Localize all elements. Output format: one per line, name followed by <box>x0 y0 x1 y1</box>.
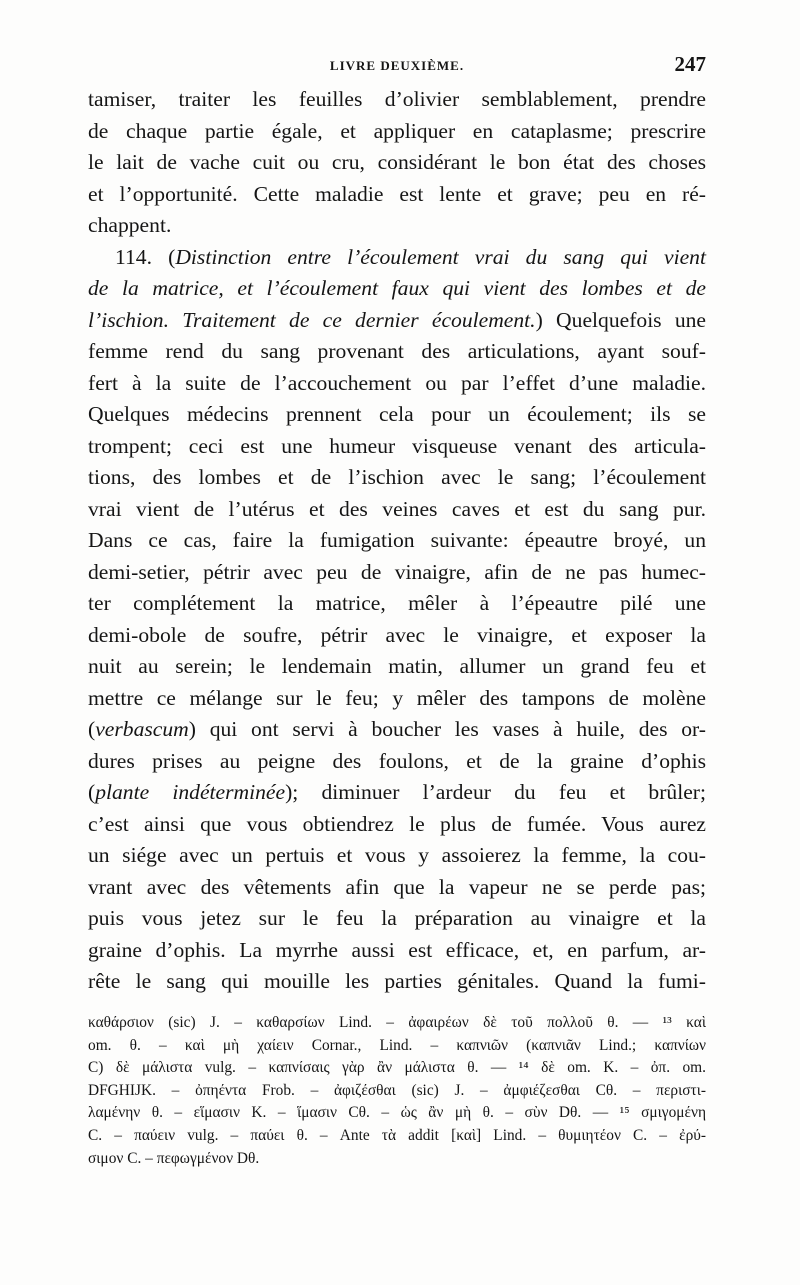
text-line: vrai vient de l’utérus et des veines caves et est du sang pur. <box>88 496 706 521</box>
footnote-line: λαμένην θ. – εἵμασιν K. – ἵμασιν Cθ. – ὡς ἂν μὴ θ. – σὺν Dθ. — ¹⁵ σμιγομένη <box>88 1104 706 1122</box>
page-number: 247 <box>674 52 706 76</box>
text-line: graine d’ophis. La myrrhe aussi est efficace, et, en parfum, ar- <box>88 937 706 962</box>
footnote-line: om. θ. – καὶ μὴ χαίειν Cornar., Lind. – καπνιῶν (καπνιᾶν Lind.; καπνίων <box>88 1036 706 1054</box>
text-line: puis vous jetez sur le feu la préparation au vinaigre et la <box>88 906 706 930</box>
running-title: LIVRE DEUXIÈME. <box>329 58 465 73</box>
section-heading-line-2: de la matrice, et l’écoulement faux qui vient des lombes et de <box>88 276 706 300</box>
text-line-verbascum: (verbascum) qui ont servi à boucher les vases à huile, des or- <box>88 717 706 741</box>
text-line: vrant avec des vêtements afin que la vapeur ne se perde pas; <box>88 874 706 899</box>
text-line: rête le sang qui mouille les parties génitales. Quand la fumi- <box>88 969 706 993</box>
footnote-line: DFGHIJK. – ὀπηέντα Frob. – ἀφιζέσθαι (sic) J. – ἀμφιέζεσθαι Cθ. – περιστι- <box>88 1081 706 1099</box>
text-line: tamiser, traiter les feuilles d’olivier semblablement, prendre <box>88 87 706 111</box>
footnote-line: C. – παύειν vulg. – παύει θ. – Ante τὰ addit [καὶ] Lind. – θυμιητέον C. – ἐρύ- <box>88 1126 706 1144</box>
text-line: demi-obole de soufre, pétrir avec le vinaigre, et exposer la <box>88 622 706 647</box>
text-line: et l’opportunité. Cette maladie est lente et grave; peu en ré- <box>88 181 706 206</box>
text-line: chappent. <box>88 213 172 237</box>
footnote-line: καθάρσιον (sic) J. – καθαρσίων Lind. – ἀφαιρέων δὲ τοῦ πολλοῦ θ. — ¹³ καὶ <box>88 1014 706 1031</box>
text-line: nuit au serein; le lendemain matin, allumer un grand feu et <box>88 654 706 678</box>
text-line: femme rend du sang provenant des articulations, ayant souf- <box>88 339 706 363</box>
footnotes <box>88 1012 706 1170</box>
section-number: 114. <box>115 244 152 269</box>
text-line: dures prises au peigne des foulons, et de la graine d’ophis <box>88 748 706 773</box>
text-line: de chaque partie égale, et appliquer en cataplasme; prescrire <box>88 118 706 143</box>
text-line: mettre ce mélange sur le feu; y mêler des tampons de molène <box>88 685 706 710</box>
page-header <box>88 52 706 80</box>
text-line: c’est ainsi que vous obtiendrez le plus de fumée. Vous aurez <box>88 811 706 836</box>
text-line: demi-setier, pétrir avec peu de vinaigre, afin de ne pas humec- <box>88 559 706 584</box>
text-line: Quelques médecins prennent cela pour un écoulement; ils se <box>88 402 706 426</box>
text-line: fert à la suite de l’accouchement ou par l’effet d’une maladie. <box>88 370 706 395</box>
footnote-line: σιμον C. – πεφωγμένον Dθ. <box>88 1149 260 1167</box>
footnote-line: C) δὲ μάλιστα vulg. – καπνίσαις γὰρ ἂν μάλιστα θ. — ¹⁴ δὲ om. K. – ὀπ. om. <box>88 1059 706 1077</box>
text-line: Dans ce cas, faire la fumigation suivante: épeautre broyé, un <box>88 528 706 552</box>
text-line: ter complétement la matrice, mêler à l’épeautre pilé une <box>88 591 706 615</box>
text-line: trompent; ceci est une humeur visqueuse venant des articula- <box>88 433 706 458</box>
section-heading-line-1: 114. (Distinction entre l’écoulement vrai du sang qui vient <box>115 244 706 269</box>
text-line: le lait de vache cuit ou cru, considérant le bon état des choses <box>88 150 706 174</box>
plante-term: plante indéterminée <box>95 780 286 804</box>
text-line-plante: (plante indéterminée); diminuer l’ardeur du feu et brûler; <box>88 780 706 804</box>
main-text <box>88 84 706 998</box>
text-line: un siége avec un pertuis et vous y assoierez la femme, la cou- <box>88 843 706 867</box>
text-line: tions, des lombes et de l’ischion avec le sang; l’écoulement <box>88 465 706 489</box>
section-heading-line-3: l’ischion. Traitement de ce dernier écoulement.) Quelquefois une <box>88 307 707 332</box>
verbascum-term: verbascum <box>95 717 189 741</box>
section-heading-italic: Distinction entre l’écoulement vrai du sang qui vient <box>175 244 706 269</box>
